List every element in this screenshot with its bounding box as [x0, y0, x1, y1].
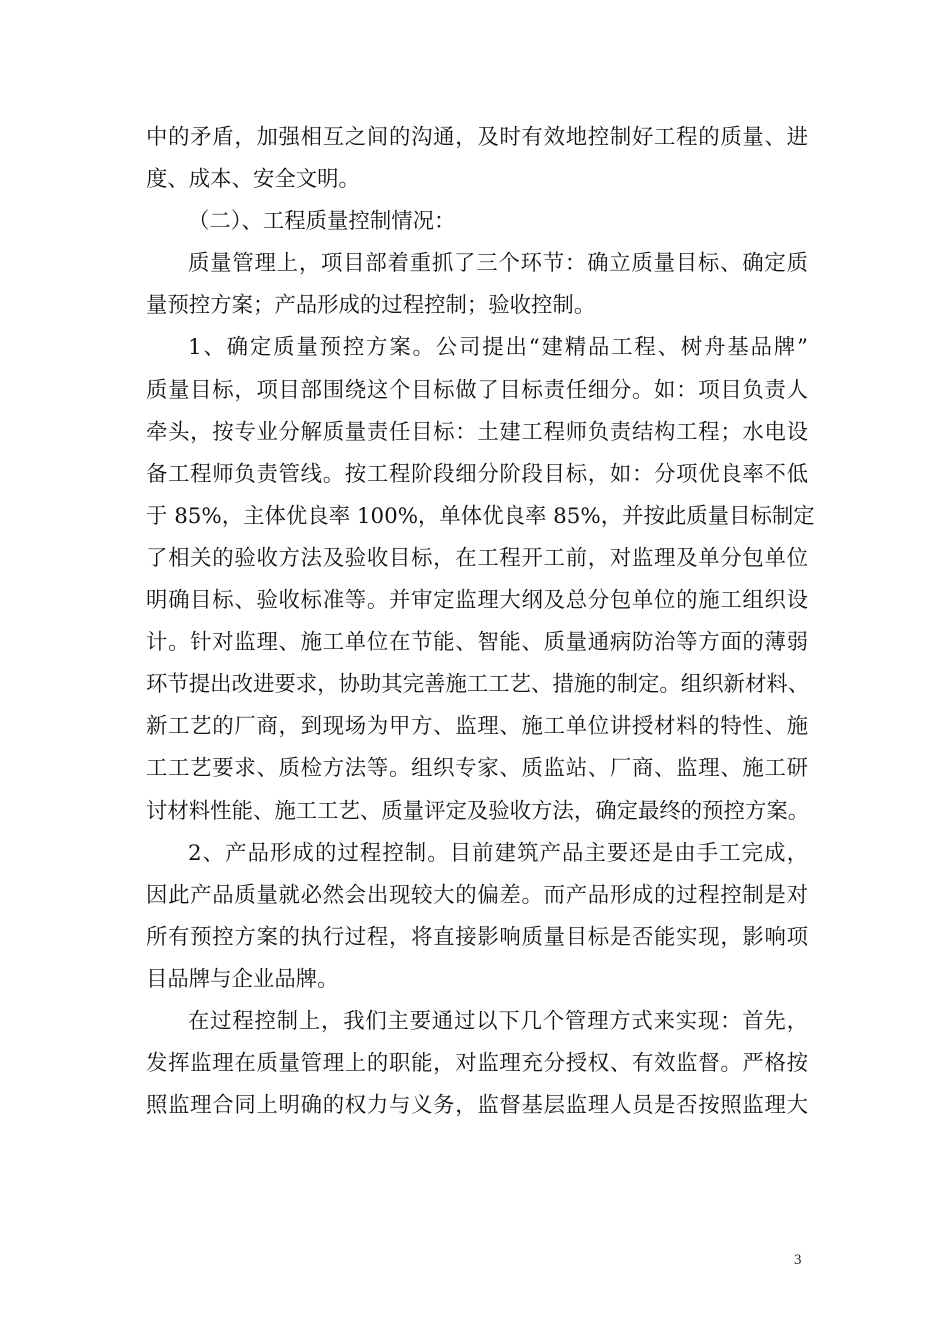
paragraph-continuation — [146, 117, 808, 201]
text-line: 质量管理上，项目部着重抓了三个环节：确立质量目标、确定质 — [188, 251, 808, 277]
text-line: 在过程控制上，我们主要通过以下几个管理方式来实现：首先， — [188, 1008, 808, 1034]
text-line: 计。针对监理、施工单位在节能、智能、质量通病防治等方面的薄弱 — [146, 630, 808, 656]
text-line: 因此产品质量就必然会出现较大的偏差。而产品形成的过程控制是对 — [146, 882, 808, 908]
page-number: 3 — [794, 1252, 802, 1268]
text-line: 发挥监理在质量管理上的职能，对监理充分授权、有效监督。严格按 — [146, 1051, 808, 1077]
text-line: 环节提出改进要求，协助其完善施工工艺、措施的制定。组织新材料、 — [146, 672, 810, 698]
text-line: 所有预控方案的执行过程，将直接影响质量目标是否能实现，影响项 — [146, 924, 808, 950]
text-line: 照监理合同上明确的权力与义务，监督基层监理人员是否按照监理大 — [146, 1093, 808, 1119]
text-line: 讨材料性能、施工工艺、质量评定及验收方法，确定最终的预控方案。 — [146, 798, 810, 824]
text-line: （二）、工程质量控制情况： — [188, 209, 456, 235]
text-line: 备工程师负责管线。按工程阶段细分阶段目标，如：分项优良率不低 — [146, 461, 808, 487]
text-line: 度、成本、安全文明。 — [146, 167, 360, 193]
text-line: 2、产品形成的过程控制。目前建筑产品主要还是由手工完成， — [188, 840, 808, 866]
text-line: 牵头，按专业分解质量责任目标：土建工程师负责结构工程；水电设 — [146, 419, 808, 445]
text-line: 于 85%，主体优良率 100%，单体优良率 85%，并按此质量目标制定 — [146, 503, 815, 529]
text-line: 了相关的验收方法及验收目标，在工程开工前，对监理及单分包单位 — [146, 545, 808, 571]
text-line: 质量目标，项目部围绕这个目标做了目标责任细分。如：项目负责人 — [146, 377, 808, 403]
text-line: 新工艺的厂商，到现场为甲方、监理、施工单位讲授材料的特性、施 — [146, 714, 808, 740]
text-line: 明确目标、验收标准等。并审定监理大纲及总分包单位的施工组织设 — [146, 588, 808, 614]
paragraph-item-2 — [146, 833, 808, 1001]
text-line: 1、确定质量预控方案。公司提出“建精品工程、树舟基品牌” — [188, 335, 808, 361]
text-line: 目品牌与企业品牌。 — [146, 966, 339, 992]
text-line: 中的矛盾，加强相互之间的沟通，及时有效地控制好工程的质量、进 — [146, 125, 808, 150]
paragraph-item-1 — [146, 327, 815, 832]
paragraph-process-control — [146, 1001, 808, 1127]
section-heading — [146, 201, 808, 243]
text-line: 量预控方案；产品形成的过程控制；验收控制。 — [146, 293, 596, 319]
text-line: 工工艺要求、质检方法等。组织专家、质监站、厂商、监理、施工研 — [146, 756, 808, 782]
document-body — [146, 117, 815, 1127]
paragraph-quality-intro — [146, 243, 808, 327]
